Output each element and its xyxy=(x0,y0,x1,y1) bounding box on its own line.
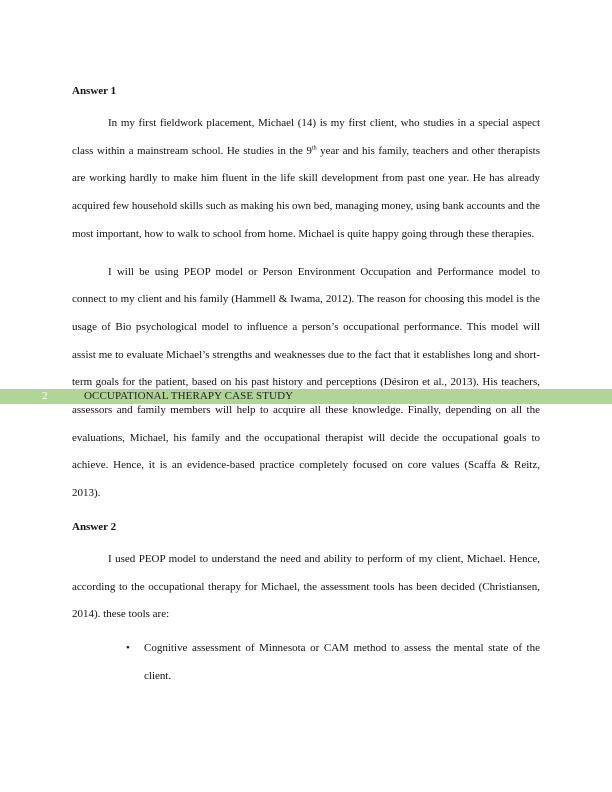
answer1-paragraph-1-text-b: year and his family, teachers and other therapists are working hardly to make him fluent in the life skill development from past one year. He has already acquired few household skills such as making his own bed, managing money, using bank accounts and the most important, how to walk to school from home. Michael is quite happy going through these therapies. xyxy=(72,144,540,240)
answer1-paragraph-1-text-a: In my first fieldwork placement, Michael (14) is my first client, who studies in a special aspect class within a mainstream school. He studies in the 9 xyxy=(72,117,540,157)
page-number: 2 xyxy=(42,390,48,402)
assessment-tools-list xyxy=(72,635,540,690)
answer2-heading: Answer 2 xyxy=(72,520,117,533)
answer1-heading: Answer 1 xyxy=(72,85,117,97)
running-head-title: OCCUPATIONAL THERAPY CASE STUDY xyxy=(84,390,294,402)
answer1-paragraph-1 xyxy=(72,110,540,249)
ordinal-superscript: th xyxy=(311,145,317,152)
answer1-paragraph-2: I will be using PEOP model or Person Environment Occupation and Performance model to connect to my client and his family (Hammell & Iwama, 2012). The reason for choosing this model is the usage of Bio psychological model to influence a person’s occupational performance. This model will assist me to evaluate Michael’s strengths and weaknesses due to the fact that it establishes long and short-term goals for the patient, based on his past history and perceptions (Désiron et al., 2013). His teachers, assessors and family members will help to acquire all these knowledge. Finally, depending on all the evaluations, Michael, his family and the occupational therapist will decide the occupational goals to achieve. Hence, it is an evidence-based practice completely focused on core values (Scaffa & Reitz, 2013). xyxy=(72,265,540,500)
document-body xyxy=(72,82,540,690)
answer2-paragraph-1: I used PEOP model to understand the need and ability to perform of my client, Michael. Hence, according to the occupational therapy for Michael, the assessment tools has been decided (Christiansen, 2014). these tools are: xyxy=(72,552,540,621)
list-item: • Cognitive assessment of Minnesota or CAM method to assess the mental state of the client. xyxy=(144,635,540,690)
